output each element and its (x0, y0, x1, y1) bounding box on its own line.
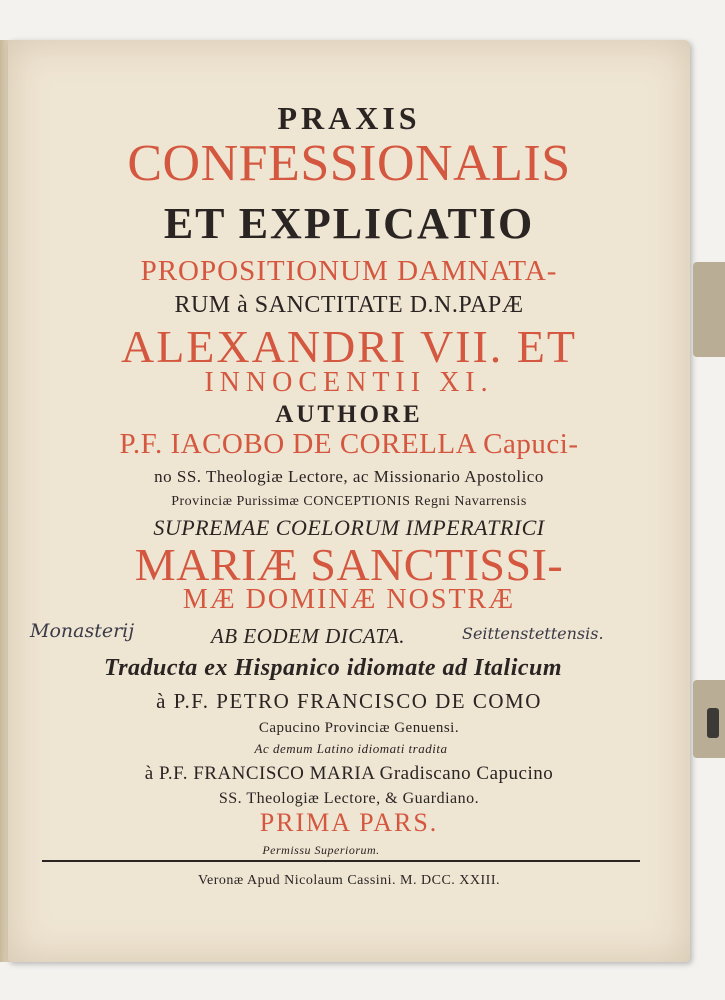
translator-francisco: à P.F. FRANCISCO MARIA Gradiscano Capucino (144, 763, 554, 784)
ac-demum-line: Ac demum Latino idiomati tradita (254, 741, 448, 756)
title-et-explicatio: ET EXPLICATIO (163, 199, 535, 248)
title-confessionalis: CONFESSIONALIS (127, 135, 571, 192)
title-praxis: PRAXIS (277, 100, 421, 136)
clasp-top (693, 262, 725, 357)
divider-rule (42, 860, 640, 862)
author-line-3: Provinciæ Purissimæ CONCEPTIONIS Regni Navarrensis (171, 494, 527, 509)
prima-pars: PRIMA PARS. (259, 808, 439, 837)
author-name: P.F. IACOBO DE CORELLA Capuci- (119, 428, 579, 460)
title-innocentii: INNOCENTII XI. (204, 367, 494, 398)
title-alexandri: ALEXANDRI VII. ET (120, 321, 578, 372)
dedication-dominae: MÆ DOMINÆ NOSTRÆ (182, 584, 516, 615)
imprint-line: Veronæ Apud Nicolaum Cassini. M. DCC. XXIII. (198, 873, 500, 888)
dedication-mariae: MARIÆ SANCTISSI- (134, 539, 564, 590)
title-propositionum: PROPOSITIONUM DAMNATA- (140, 255, 558, 287)
handwritten-seittenstettensis: Seittenstettensis. (462, 624, 604, 643)
handwritten-monasterij: Monasterij (30, 620, 135, 642)
dedication-supremae: SUPREMAE COELORUM IMPERATRICI (153, 515, 545, 540)
permissu-superiorum: Permissu Superiorum. (262, 843, 380, 857)
traducta-line: Traducta ex Hispanico idiomate ad Italicum (103, 655, 563, 681)
translator-province: Capucino Provinciæ Genuensi. (258, 720, 460, 736)
author-line-2: no SS. Theologiæ Lectore, ac Missionario Apostolico (154, 467, 544, 486)
ab-eodem-dicata: AB EODEM DICATA. (210, 624, 406, 648)
translator-petro: à P.F. PETRO FRANCISCO DE COMO (156, 689, 542, 713)
translator-title: SS. Theologiæ Lectore, & Guardiano. (218, 790, 480, 807)
clasp-hole (707, 708, 719, 738)
title-rum-sanctitate: RUM à SANCTITATE D.N.PAPÆ (174, 292, 524, 318)
title-authore: AUTHORE (275, 401, 423, 428)
